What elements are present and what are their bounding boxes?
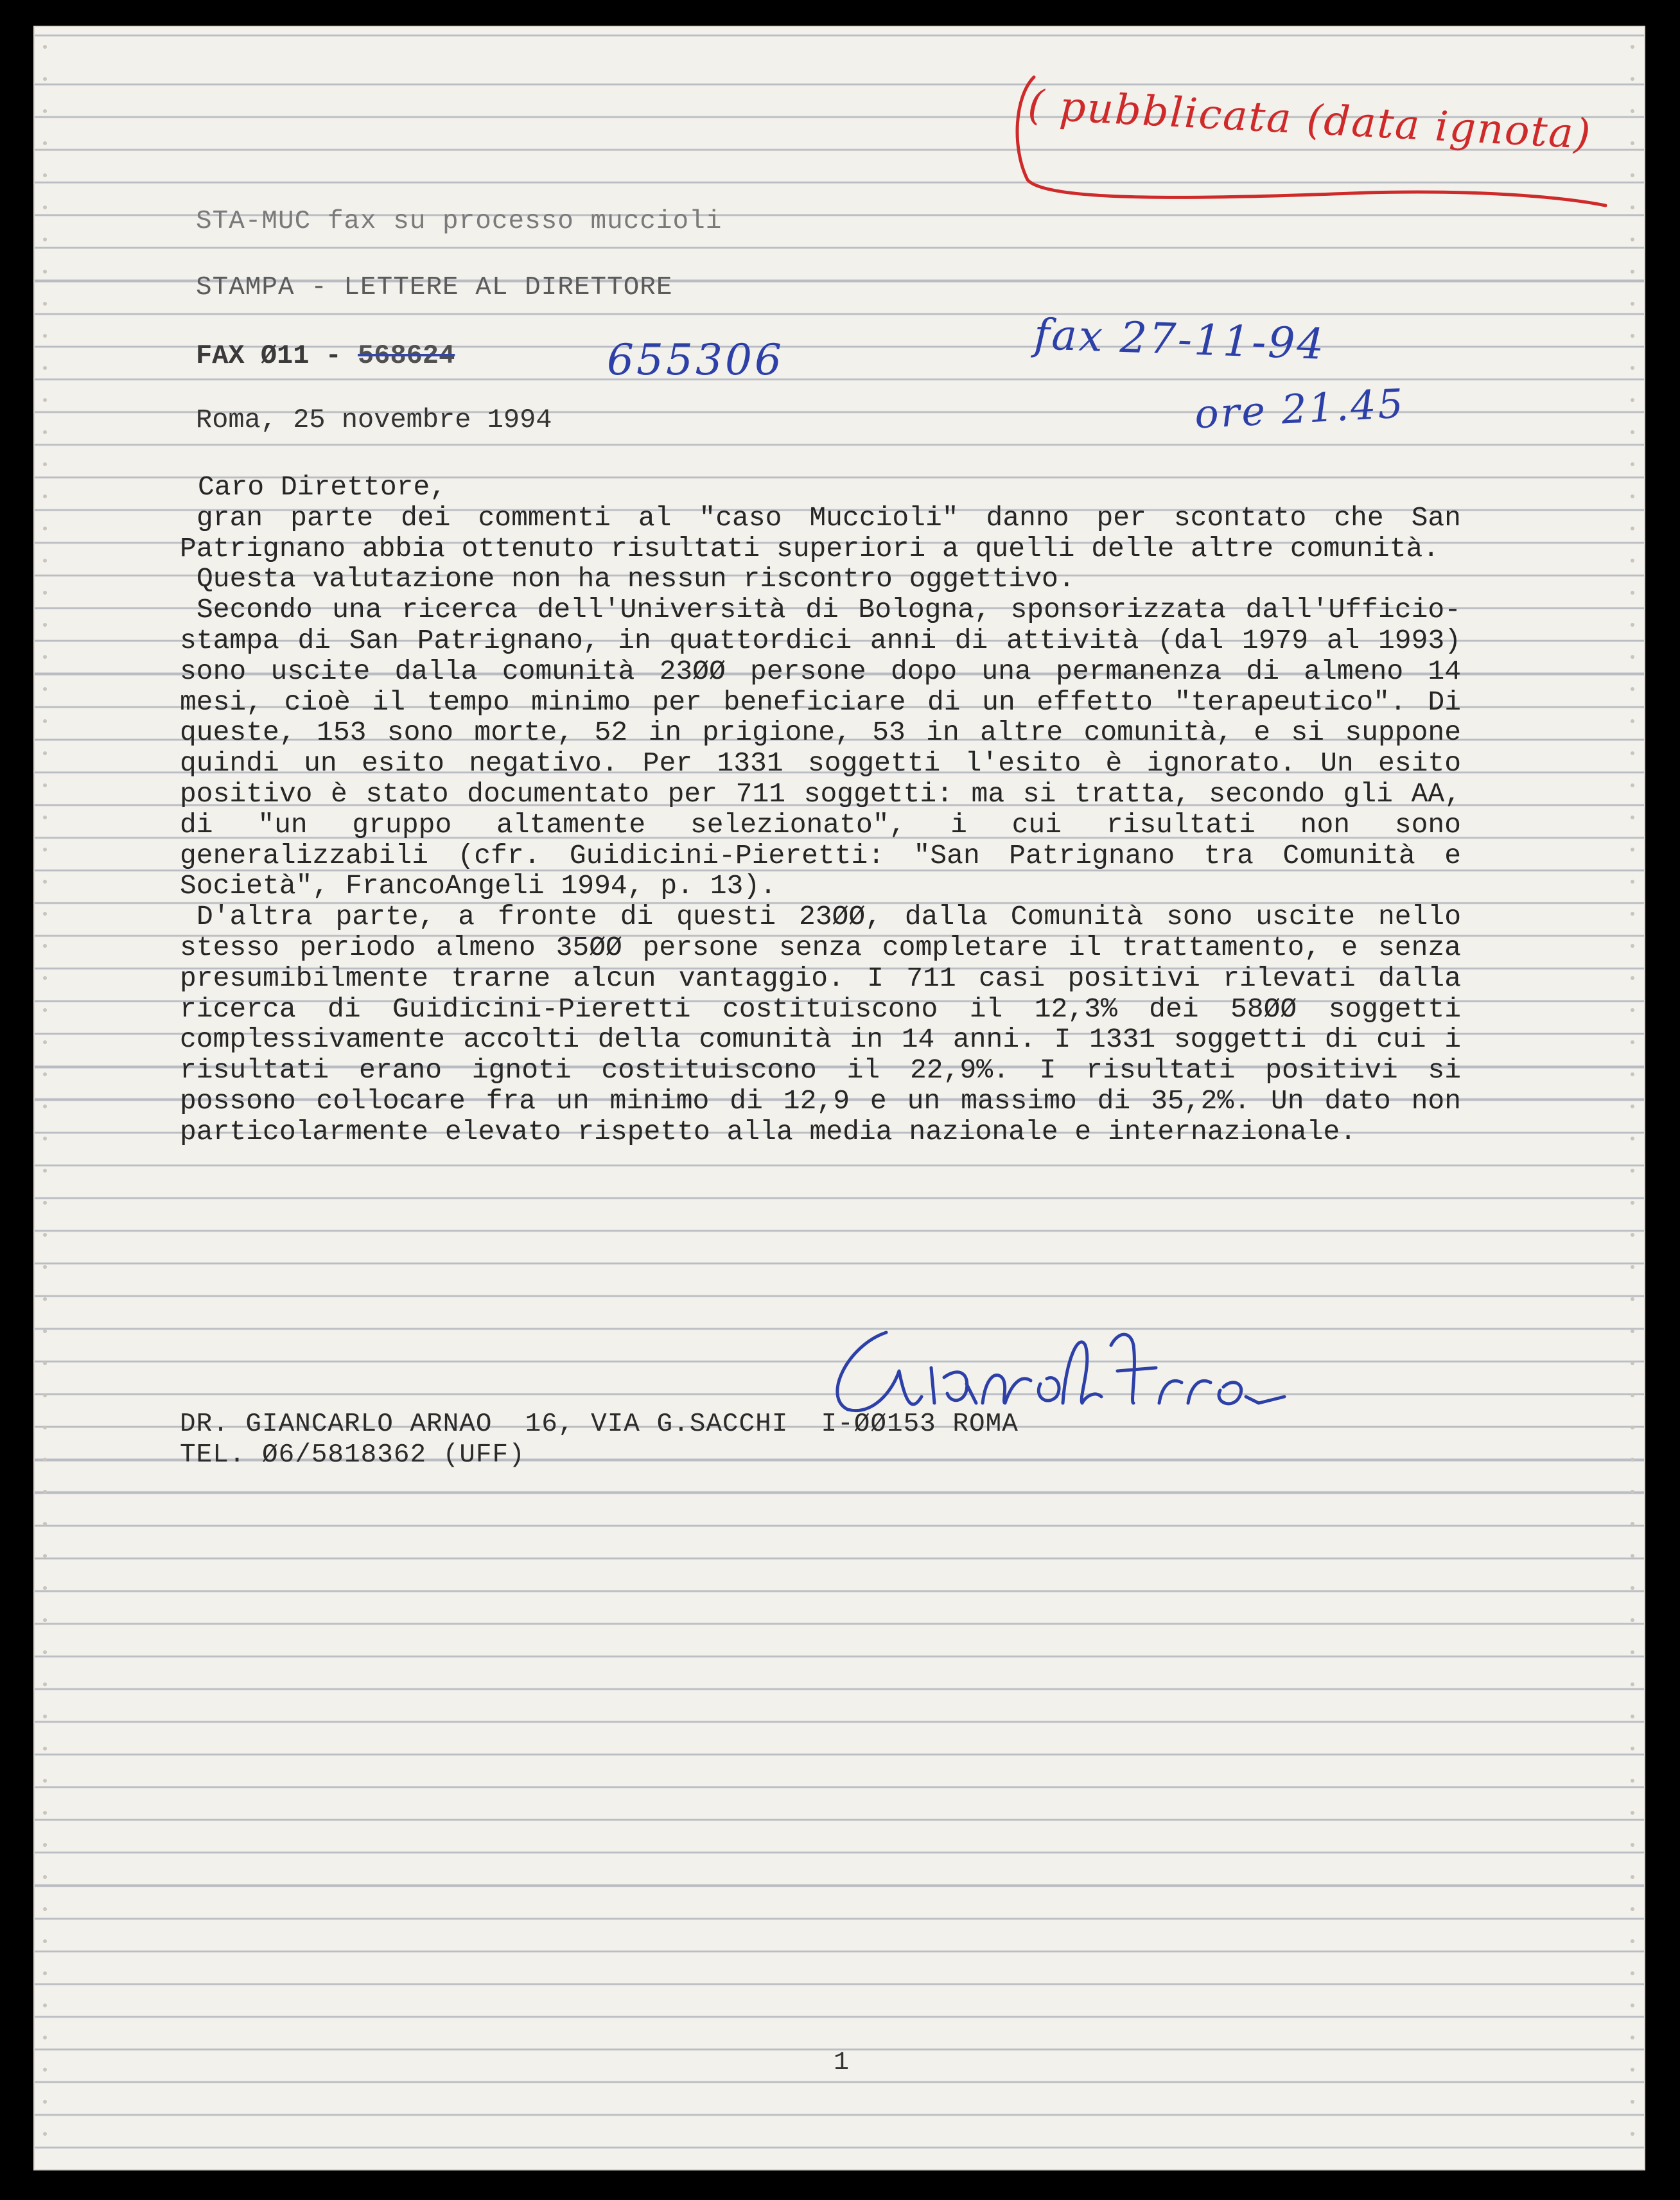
perforation-hole [43, 2100, 47, 2104]
perforation-hole [1631, 623, 1634, 627]
perforation-hole [43, 1586, 47, 1590]
perforation-hole [1631, 527, 1634, 530]
perforation-hole [1631, 1297, 1634, 1301]
perforation-hole [43, 1104, 47, 1108]
fax-line [196, 340, 455, 371]
perforation-hole [43, 77, 47, 81]
phone-line: TEL. Ø6/5818362 (UFF) [180, 1440, 525, 1470]
perforation-hole [1631, 238, 1634, 241]
perforation-hole [43, 1169, 47, 1173]
perforation-hole [1631, 687, 1634, 691]
perforation-hole [43, 1072, 47, 1076]
paragraph: Questa valutazione non ha nessun riscontro oggettivo. [197, 563, 1075, 595]
perforation-hole [43, 944, 47, 948]
address-line: DR. GIANCARLO ARNAO 16, VIA G.SACCHI I-ØØ153 ROMA [180, 1410, 1019, 1439]
perforation-hole [43, 1233, 47, 1237]
perforation-hole [1631, 976, 1634, 980]
letter-body [180, 472, 1461, 1148]
perforation-hole [43, 1554, 47, 1558]
perforation-hole [43, 1715, 47, 1718]
perforation-hole [1631, 816, 1634, 819]
perforation-hole [43, 1843, 47, 1847]
perforation-hole [43, 2068, 47, 2072]
perforation-hole [43, 783, 47, 787]
perforation-hole [1631, 1329, 1634, 1333]
perforation-hole [43, 880, 47, 884]
perforation-hole [1631, 751, 1634, 755]
perforation-hole [1631, 1907, 1634, 1911]
perforation-hole [43, 1426, 47, 1429]
perforation-hole [1631, 1361, 1634, 1365]
perforation-hole [43, 848, 47, 851]
perforation-hole [1631, 1137, 1634, 1140]
perforation-hole [1631, 1426, 1634, 1429]
fax-prefix: FAX Ø11 - [196, 340, 358, 371]
perforation-hole [43, 2036, 47, 2039]
file-reference-line: STA-MUC fax su processo muccioli [196, 207, 722, 236]
perforation-hole [1631, 1008, 1634, 1012]
perforation-hole [43, 719, 47, 723]
perforation-hole [1631, 1169, 1634, 1173]
perforation-hole [1631, 1939, 1634, 1943]
perforation-hole [43, 1939, 47, 1943]
perforation-hole [43, 751, 47, 755]
date-line: Roma, 25 novembre 1994 [196, 405, 552, 435]
perforation-hole [1631, 1040, 1634, 1044]
perforation-hole [1631, 1265, 1634, 1269]
perforation-hole [43, 1971, 47, 1975]
perforation-hole [1631, 1682, 1634, 1686]
perforation-hole [43, 1907, 47, 1911]
perforation-hole [1631, 2036, 1634, 2039]
perforation-hole [1631, 1490, 1634, 1494]
perforation-hole [1631, 462, 1634, 466]
perforation-hole [1631, 1233, 1634, 1237]
perforation-hole [43, 1297, 47, 1301]
perforation-hole [43, 270, 47, 274]
perforation-hole [1631, 2068, 1634, 2072]
perforation-hole [43, 398, 47, 402]
perforation-hole [43, 1522, 47, 1526]
perforation-hole [1631, 1072, 1634, 1076]
perforation-hole [43, 1747, 47, 1750]
perforation-hole [1631, 1875, 1634, 1879]
perforation-hole [43, 462, 47, 466]
perforation-hole [1631, 141, 1634, 145]
perforation-hole [1631, 655, 1634, 659]
perforation-hole [1631, 1650, 1634, 1654]
perforation-hole [43, 1682, 47, 1686]
perforation-hole [43, 334, 47, 338]
perforation-hole [1631, 302, 1634, 306]
perforation-hole [1631, 109, 1634, 113]
perforation-hole [43, 1393, 47, 1397]
perforation-hole [43, 1779, 47, 1783]
perforation-hole [1631, 559, 1634, 563]
perforation-hole [1631, 912, 1634, 916]
perforation-hole [43, 816, 47, 819]
section-line: STAMPA - LETTERE AL DIRETTORE [196, 273, 673, 302]
perforation-hole [1631, 173, 1634, 177]
perforation-hole [1631, 1458, 1634, 1462]
perforation-hole [1631, 1201, 1634, 1205]
perforation-hole [1631, 398, 1634, 402]
perforation-hole [1631, 944, 1634, 948]
perforation-hole [43, 1040, 47, 1044]
fax-struck-number: 568624 [358, 340, 455, 371]
perforation-hole [43, 1490, 47, 1494]
perforation-hole [43, 302, 47, 306]
handwritten-red-note: ( pubblicata (data ignota) [1026, 82, 1593, 159]
perforation-hole [1631, 1779, 1634, 1783]
perforation-hole [43, 559, 47, 563]
perforation-hole [1631, 1618, 1634, 1622]
perforation-hole [43, 1137, 47, 1140]
perforation-hole [1631, 1104, 1634, 1108]
perforation-hole [43, 1361, 47, 1365]
perforation-hole [43, 1201, 47, 1205]
perforation-hole [1631, 1554, 1634, 1558]
perforation-hole [1631, 848, 1634, 851]
perforation-hole [1631, 880, 1634, 884]
handwritten-fax-date: fax 27-11-94 [1033, 310, 1327, 369]
perforation-hole [43, 1875, 47, 1879]
perforation-hole [1631, 205, 1634, 209]
perforation-hole [1631, 1586, 1634, 1590]
perforation-hole [43, 1329, 47, 1333]
perforation-hole [43, 976, 47, 980]
perforation-hole [1631, 1843, 1634, 1847]
perforation-hole [43, 527, 47, 530]
perforation-hole [1631, 334, 1634, 338]
perforation-hole [43, 912, 47, 916]
perforation-hole [1631, 2100, 1634, 2104]
handwritten-fax-time: ore 21.45 [1193, 380, 1406, 438]
perforation-hole [43, 1811, 47, 1815]
perforation-hole [43, 1650, 47, 1654]
left-perforation [37, 26, 54, 2170]
perforation-hole [43, 109, 47, 113]
perforation-hole [43, 141, 47, 145]
perforation-hole [43, 687, 47, 691]
perforation-hole [1631, 1393, 1634, 1397]
perforation-hole [43, 430, 47, 434]
perforation-hole [1631, 494, 1634, 498]
perforation-hole [43, 45, 47, 49]
perforation-hole [43, 1618, 47, 1622]
paragraph: Secondo una ricerca dell'Università di Bologna, sponsorizzata dall'Ufficio-stampa di San Patrignano, in quattordici anni di attività (dal 1979 al 1993) sono uscite dalla comunità 23ØØ persone dopo una permanenza di almeno 14 mesi, cioè il tempo minimo per beneficiare di un effetto "terapeutico". Di queste, 153 sono morte, 52 in prigione, 53 in altre comunità, e si suppone quindi un esito negativo. Per 1331 soggetti l'esito è ignorato. Un esito positivo è stato documentato per 711 soggetti: ma si tratta, secondo gli AA, di "un gruppo altamente selezionato", i cui risultati non sono generalizzabili (cfr. Guidicini-Pieretti: "San Patrignano tra Comunità e Società", FrancoAngeli 1994, p. 13). [180, 594, 1461, 902]
perforation-hole [43, 1008, 47, 1012]
perforation-hole [1631, 783, 1634, 787]
perforation-hole [43, 655, 47, 659]
perforation-hole [43, 2132, 47, 2136]
perforation-hole [43, 1458, 47, 1462]
perforation-hole [43, 1265, 47, 1269]
perforation-hole [1631, 366, 1634, 370]
salutation: Caro Direttore, [198, 471, 447, 503]
perforation-hole [1631, 45, 1634, 49]
perforation-hole [1631, 1522, 1634, 1526]
perforation-hole [43, 494, 47, 498]
perforation-hole [43, 173, 47, 177]
handwritten-fax-number: 655306 [607, 335, 784, 385]
perforation-hole [1631, 1747, 1634, 1750]
perforation-hole [43, 2004, 47, 2007]
perforation-hole [1631, 77, 1634, 81]
perforation-hole [1631, 270, 1634, 274]
perforation-hole [43, 205, 47, 209]
right-perforation [1625, 26, 1641, 2170]
perforation-hole [43, 591, 47, 595]
paragraph: D'altra parte, a fronte di questi 23ØØ, dalla Comunità sono uscite nello stesso periodo almeno 35ØØ persone senza completare il trattamento, e senza presumibilmente trarne alcun vantaggio. I 711 casi positivi rilevati dalla ricerca di Guidicini-Pieretti costituiscono il 12,3% dei 58ØØ soggetti complessivamente accolti della comunità in 14 anni. I 1331 soggetti di cui i risultati erano ignoti costituiscono il 22,9%. I risultati positivi si possono collocare fra un minimo di 12,9 e un massimo di 35,2%. Un dato non particolarmente elevato rispetto alla media nazionale e internazionale. [180, 901, 1461, 1148]
perforation-hole [43, 623, 47, 627]
perforation-hole [43, 238, 47, 241]
perforation-hole [1631, 719, 1634, 723]
perforation-hole [1631, 430, 1634, 434]
perforation-hole [43, 366, 47, 370]
perforation-hole [1631, 1971, 1634, 1975]
perforation-hole [1631, 591, 1634, 595]
perforation-hole [1631, 2132, 1634, 2136]
perforation-hole [1631, 1811, 1634, 1815]
paragraph: gran parte dei commenti al "caso Muccioli" danno per scontato che San Patrignano abbia ottenuto risultati superiori a quelli delle altre comunità. [180, 502, 1461, 564]
perforation-hole [1631, 1715, 1634, 1718]
signature-text: Giancarlo Arnao [1310, 1422, 1319, 1423]
perforation-hole [1631, 2004, 1634, 2007]
page-number: 1 [834, 2048, 850, 2077]
